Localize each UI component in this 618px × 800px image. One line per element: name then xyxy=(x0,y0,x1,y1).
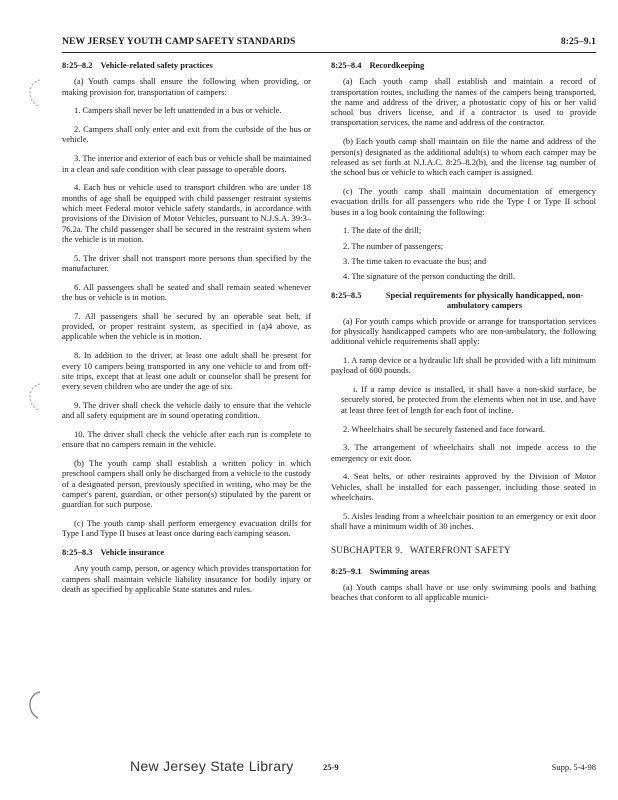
list-item: 3. The interior and exterior of each bus or vehicle shall be maintained in a clean and safe condition with clear passage to operable doors. xyxy=(62,153,311,174)
paragraph: (b) The youth camp shall establish a written policy in which preschool campers shall only be discharged from a vehicle to the custody of a designated person, previously specified in writing, who may be the camper's parent, guardian, or other person(s) stipulated by the parent or guardian for such purpose. xyxy=(62,458,311,510)
paragraph: (c) The youth camp shall maintain documentation of emergency evacuation drills for all passengers who ride the Type I or Type II school buses in a log book containing the following: xyxy=(331,185,596,217)
section-title: Swimming areas xyxy=(369,565,430,576)
section-number: 8:25–8.4 xyxy=(331,60,362,70)
page-footer xyxy=(0,760,618,780)
paragraph: (b) Each youth camp shall maintain on file the name and address of the person(s) designated as the additional adult(s) to whom each camper may be released as set forth at N.J.A.C. 8:25–8.2(b), and the license tag number of the school bus or vehicle to which each camper is assigned. xyxy=(331,136,596,178)
list-item: 2. Wheelchairs shall be securely fastened and face forward. xyxy=(343,423,545,434)
section-heading xyxy=(62,60,311,70)
section-title: Vehicle insurance xyxy=(100,547,165,558)
list-item: 1. Campers shall never be left unattended in a bus or vehicle. xyxy=(74,105,282,116)
section-number: 8:25–8.2 xyxy=(62,60,93,70)
list-item: 4. The signature of the person conducting the drill. xyxy=(343,271,516,282)
paragraph: Any youth camp, person, or agency which provides transportation for campers shall maintain vehicle liability insurance for bodily injury or death as specified by applicable State statutes and rules. xyxy=(62,563,311,595)
list-item: 1. The date of the drill; xyxy=(343,225,422,236)
library-watermark: New Jersey State Library xyxy=(130,758,294,774)
section-heading xyxy=(62,547,311,557)
list-item: 1. A ramp device or a hydraulic lift shall be provided with a lift minimum payload of 600 pounds. xyxy=(331,355,596,376)
header-title: NEW JERSEY YOUTH CAMP SAFETY STANDARDS xyxy=(62,36,296,47)
section-number: 8:25–9.1 xyxy=(331,565,362,576)
list-item: 3. The time taken to evacuate the bus; and xyxy=(343,255,487,266)
running-header xyxy=(62,36,596,53)
paragraph: (c) The youth camp shall perform emergency evacuation drills for Type I and Type II buses at least once during each camping season. xyxy=(62,518,311,539)
section-heading xyxy=(331,60,596,70)
list-item: 2. The number of passengers; xyxy=(343,240,444,251)
list-item: 9. The driver shall check the vehicle daily to ensure that the vehicle and all safety equipment are in sound operating condition. xyxy=(62,399,311,421)
section-number: 8:25–8.5 xyxy=(331,290,362,301)
list-subitem: i. If a ramp device is installed, it shall have a non-skid surface, be securely stored, be protected from the elements when not in use, and have at least three feet of length for each foot of incline. xyxy=(341,384,596,415)
list-item: 4. Seat belts, or other restraints approved by the Division of Motor Vehicles, shall be installed for each passenger, including those seated in wheelchairs. xyxy=(331,471,596,502)
paragraph: (a) For youth camps which provide or arrange for transportation services for physically handicapped campers who are non-ambulatory, the following additional vehicle requirements shall apply: xyxy=(331,315,596,347)
list-item: 3. The arrangement of wheelchairs shall not impede access to the emergency or exit door. xyxy=(331,442,596,463)
list-item: 6. All passengers shall be seated and shall remain seated whenever the bus or vehicle is in motion. xyxy=(62,281,311,303)
section-number: 8:25–8.3 xyxy=(62,547,93,558)
list-item: 2. Campers shall only enter and exit from the curbside of the bus or vehicle. xyxy=(62,124,311,145)
page-number: 25-9 xyxy=(323,762,339,772)
section-heading xyxy=(331,566,596,576)
paragraph: (a) Youth camps shall ensure the following when providing, or making provision for, transportation of campers: xyxy=(62,76,311,97)
list-item: 8. In addition to the driver, at least one adult shall be present for every 10 campers being transported in any one vehicle to and from off-site trips, except that at least one adult or counselor shall be present for every seven children who are under the age of six. xyxy=(62,350,311,392)
left-column xyxy=(62,60,311,603)
subchapter-heading: SUBCHAPTER 9. WATERFRONT SAFETY xyxy=(331,545,511,556)
punch-hole-mark xyxy=(22,78,46,108)
list-item: 10. The driver shall check the vehicle after each run is complete to ensure that no campers remain in the vehicle. xyxy=(62,429,311,450)
list-item: 7. All passengers shall be secured by an operable seat belt, if provided, or proper restraint system, as specified in (a)4 above, as applicable when the vehicle is in motion. xyxy=(62,310,311,342)
list-item: 5. Aisles leading from a wheelchair position to an emergency or exit door shall have a minimum width of 30 inches. xyxy=(331,510,596,532)
header-section-range: 8:25–9.1 xyxy=(560,36,596,47)
section-heading xyxy=(331,290,596,311)
supplement-date: Supp. 5-4-98 xyxy=(551,762,596,772)
list-item: 5. The driver shall not transport more persons than specified by the manufacturer. xyxy=(62,252,311,273)
section-title: Recordkeeping xyxy=(369,60,425,70)
paragraph: (a) Youth camps shall have or use only swimming pools and bathing beaches that conform to all applicable munici- xyxy=(331,581,596,603)
list-item: 4. Each bus or vehicle used to transport children who are under 18 months of age shall be equipped with child passenger restraint systems which meet Federal motor vehicle safety standards, in accordance with provisions of the Division of Motor Vehicles, pursuant to N.J.S.A. 39:3–76.2a. The child passenger shall be secured in the restraint system when the vehicle is in motion. xyxy=(62,182,311,244)
section-title: Special requirements for physically handicapped, non-ambulatory campers xyxy=(385,290,584,311)
right-column xyxy=(331,60,596,611)
paragraph: (a) Each youth camp shall establish and maintain a record of transportation routes, including the names of the campers being transported, the name and address of the driver, a photostatic copy of his or her valid school bus drivers license, and if a contractor is used to provide transportation services, the name and address of the contractor. xyxy=(331,76,596,128)
punch-hole-mark xyxy=(22,690,46,720)
section-title: Vehicle-related safety practices xyxy=(100,60,213,70)
punch-hole-mark xyxy=(22,382,46,412)
